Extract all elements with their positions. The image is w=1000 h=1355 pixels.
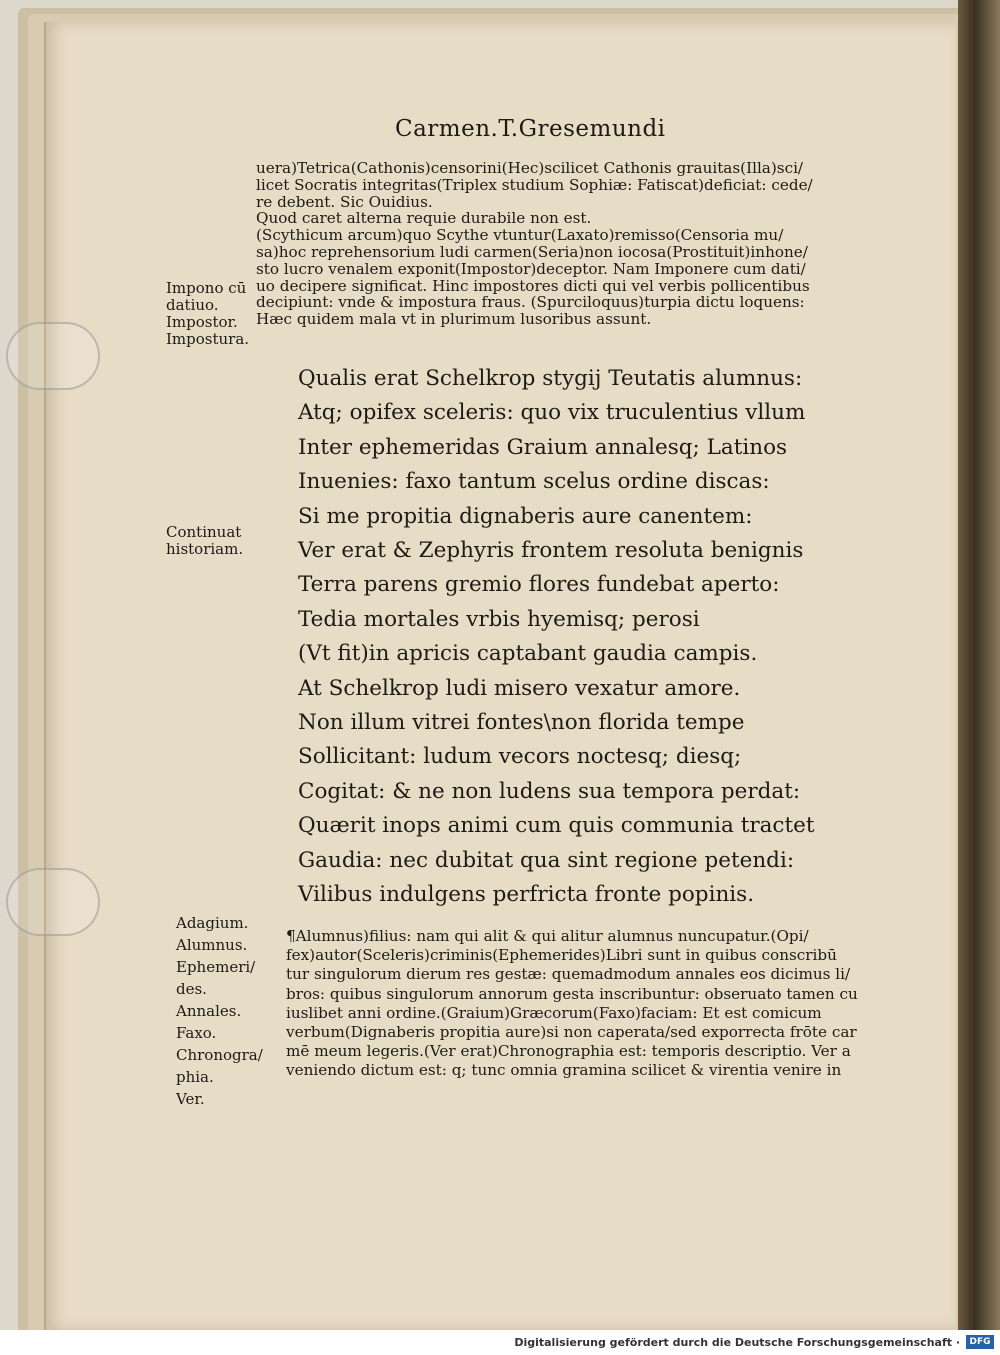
margin-note: Impostor. [166,313,238,331]
margin-notes-middle [166,524,243,558]
verse-line: Vilibus indulgens perfricta fronte popinis. [298,882,755,908]
margin-note: phia. [176,1068,214,1086]
margin-note: Impostura. [166,330,250,348]
commentary-line: fex)autor(Sceleris)criminis(Ephemerides)Libri sunt in quibus conscribū [286,946,837,965]
verse-line: Sollicitant: ludum vecors noctesq; diesq; [298,744,742,770]
verse-line: Atq; opifex sceleris: quo vix truculentius vllum [298,400,806,426]
margin-note: Annales. [176,1002,242,1020]
commentary-line: tur singulorum dierum res gestæ: quemadmodum annales eos dicimus li/ [286,965,851,984]
running-head: Carmen.T.Gresemundi [395,116,666,142]
page-clip-top [6,322,100,390]
margin-note: Chronogra/ [176,1046,263,1064]
verse-line: Ver erat & Zephyris frontem resoluta benignis [298,538,804,564]
dfg-logo: DFG [966,1335,994,1349]
verse-line: Tedia mortales vrbis hyemisq; perosi [298,606,700,632]
commentary-line: Hæc quidem mala vt in plurimum lusoribus assunt. [256,310,652,329]
page-clip-bottom [6,868,100,936]
commentary-line: iuslibet anni ordine.(Graium)Græcorum(Faxo)faciam: Et est comicum [286,1003,822,1022]
commentary-line: decipiunt: vnde & impostura fraus. (Spurciloquus)turpia dictu loquens: [256,293,805,312]
margin-note: Alumnus. [176,936,248,954]
commentary-line: (Scythicum arcum)quo Scythe vtuntur(Laxato)remisso(Censoria mu/ [256,226,784,245]
commentary-line: sa)hoc reprehensorium ludi carmen(Seria)non iocosa(Prostituit)inhone/ [256,242,808,261]
verse-line: Inuenies: faxo tantum scelus ordine discas: [298,469,770,495]
margin-note: historiam. [166,540,244,558]
verse-line: Quærit inops animi cum quis communia tractet [298,813,815,839]
commentary-line: ¶Alumnus)filius: nam qui alit & qui alitur alumnus nuncupatur.(Opi/ [286,927,809,945]
margin-notes-top [166,280,249,348]
margin-note: Impono cū [166,279,247,297]
verse-line: Terra parens gremio flores fundebat aperto: [298,572,780,598]
verse-line: (Vt fit)in apricis captabant gaudia campis. [298,641,758,667]
verse-line: Non illum vitrei fontes\non florida tempe [298,710,745,736]
verse-line: Inter ephemeridas Graium annalesq; Latinos [298,434,788,460]
commentary-line: Quod caret alterna requie durabile non est. [256,209,592,228]
margin-note: Ephemeri/ [176,958,256,976]
commentary-line: uera)Tetrica(Cathonis)censorini(Hec)scilicet Cathonis grauitas(Illa)sci/ [256,159,804,177]
commentary-line: re debent. Sic Ouidius. [256,192,433,211]
commentary-line: veniendo dictum est: q; tunc omnia gramina scilicet & virentia venire in [286,1061,842,1080]
bottom-commentary [286,927,858,1081]
commentary-line: uo decipere significat. Hinc impostores dicti qui vel verbis pollicentibus [256,276,810,295]
verse-line: Si me propitia dignaberis aure canentem: [298,503,753,529]
commentary-line: mē meum legeris.(Ver erat)Chronographia est: temporis descriptio. Ver a [286,1042,851,1061]
margin-notes-bottom [176,912,263,1110]
verse-block [298,362,814,913]
margin-note: des. [176,980,207,998]
verse-line: At Schelkrop ludi misero vexatur amore. [298,675,741,701]
margin-note: Adagium. [176,914,249,932]
commentary-line: licet Socratis integritas(Triplex studium Sophiæ: Fatiscat)deficiat: cede/ [256,175,813,194]
margin-note: Ver. [176,1090,205,1108]
funding-notice: Digitalisierung gefördert durch die Deutsche Forschungsgemeinschaft · [514,1336,960,1349]
margin-note: datiuo. [166,296,219,314]
verse-line: Cogitat: & ne non ludens sua tempora perdat: [298,778,801,804]
commentary-line: bros: quibus singulorum annorum gesta inscribuntur: obseruato tamen cu [286,984,858,1003]
digitization-footer [0,1330,1000,1355]
verse-line: Qualis erat Schelkrop stygij Teutatis alumnus: [298,366,803,391]
top-commentary [256,160,813,328]
margin-note: Continuat [166,523,242,541]
margin-note: Faxo. [176,1024,217,1042]
commentary-line: sto lucro venalem exponit(Impostor)deceptor. Nam Imponere cum dati/ [256,259,806,278]
verse-line: Gaudia: nec dubitat qua sint regione petendi: [298,847,795,873]
book-gutter [958,0,1000,1330]
commentary-line: verbum(Dignaberis propitia aure)si non caperata/sed exporrecta frōte car [286,1023,857,1042]
